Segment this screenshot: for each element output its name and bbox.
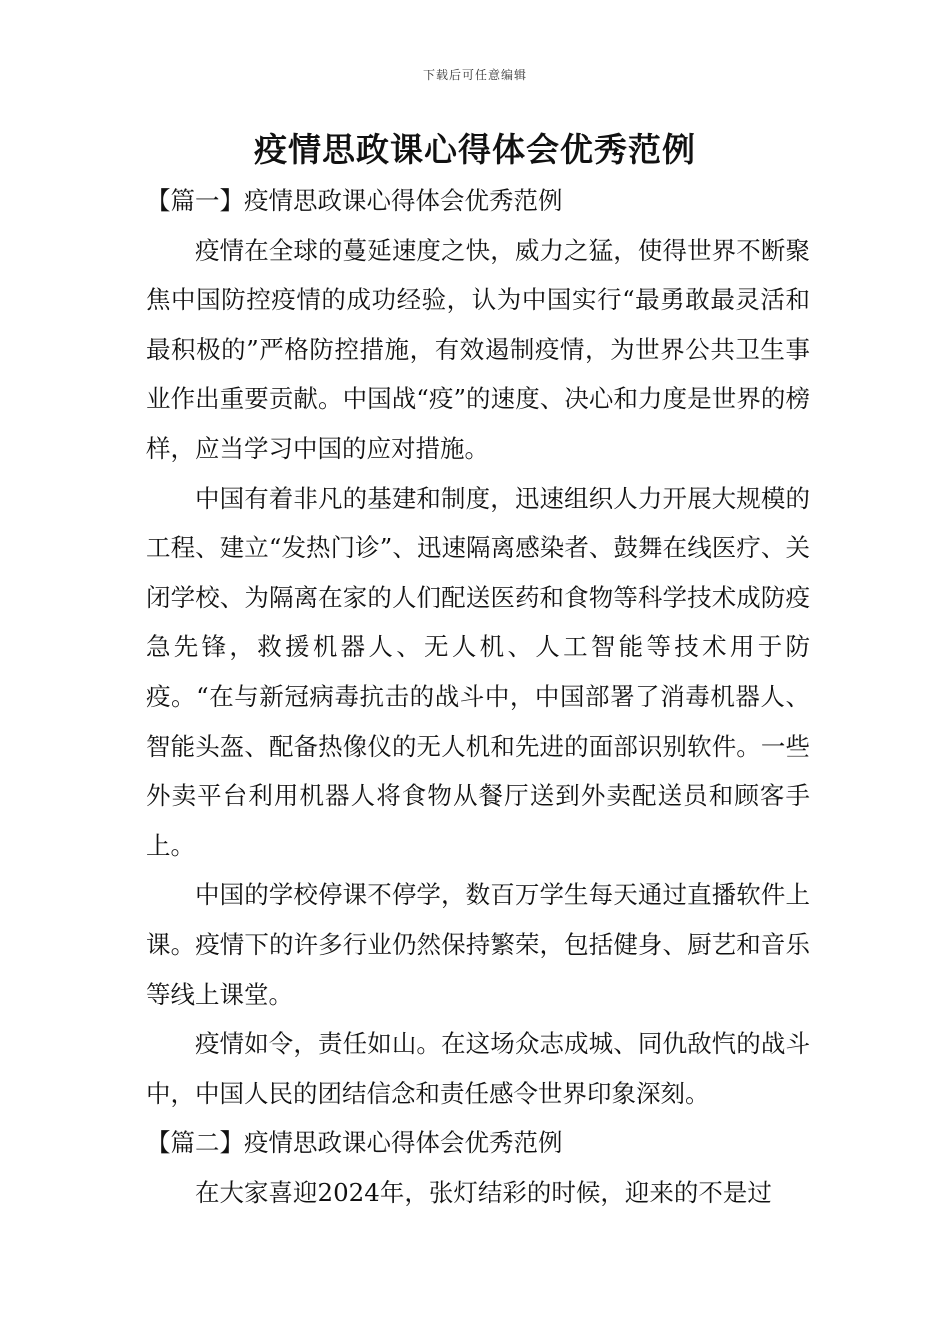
header-note: 下载后可任意编辑 bbox=[422, 68, 527, 82]
paragraph: 疫情如令，责任如山。在这场众志成城、同仇敌忾的战斗中，中国人民的团结信念和责任感令世界印象深刻。 bbox=[146, 1029, 810, 1108]
paragraph: 中国有着非凡的基建和制度，迅速组织人力开展大规模的工程、建立“发热门诊”、迅速隔离感染者、鼓舞在线医疗、关闭学校、为隔离在家的人们配送医药和食物等科学技术成防疫急先锋，救援机器人、无人机、人工智能等技术用于防疫。“在与新冠病毒抗击的战斗中，中国部署了消毒机器人、智能头盔、配备热像仪的无人机和先进的面部识别软件。一些外卖平台利用机器人将食物从餐厅送到外卖配送员和顾客手上。 bbox=[146, 483, 810, 860]
paragraph: 疫情在全球的蔓延速度之快，威力之猛，使得世界不断聚焦中国防控疫情的成功经验，认为中国实行“最勇敢最灵活和最积极的”严格防控措施，有效遏制疫情，为世界公共卫生事业作出重要贡献。中国战“疫”的速度、决心和力度是世界的榜样，应当学习中国的应对措施。 bbox=[146, 235, 810, 463]
document-body bbox=[146, 176, 810, 1217]
page-title: 疫情思政课心得体会优秀范例 bbox=[254, 130, 696, 169]
section-heading-2: 【篇二】疫情思政课心得体会优秀范例 bbox=[146, 1128, 563, 1158]
section-heading-1: 【篇一】疫情思政课心得体会优秀范例 bbox=[146, 186, 563, 215]
paragraph: 中国的学校停课不停学，数百万学生每天通过直播软件上课。疫情下的许多行业仍然保持繁荣，包括健身、厨艺和音乐等线上课堂。 bbox=[146, 880, 810, 1009]
paragraph: 在大家喜迎2024年，张灯结彩的时候，迎来的不是过 bbox=[195, 1177, 772, 1207]
